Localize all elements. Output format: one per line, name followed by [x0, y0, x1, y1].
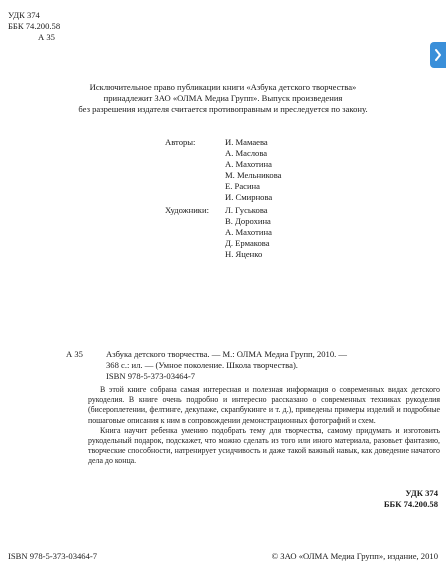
author-name: А. Маслова	[225, 148, 268, 158]
next-page-button[interactable]	[430, 42, 446, 68]
chevron-right-icon	[434, 49, 442, 61]
biblio-description	[106, 349, 347, 382]
rights-line: принадлежит ЗАО «ОЛМА Медиа Групп». Выпуск произведения	[103, 93, 343, 103]
abstract-paragraph: В этой книге собрана самая интересная и полезная информация о современных видах детского рукоделия. В книге очень подробно и интересно рассказано о современных техниках рукоделия (бисероплетении, фелтинге, декупаже, скрапбукинге и т. д.), приведены примеры изделий и подробные пошаговые описания к ним в сопровождении демонстрационных фотографий и схем.	[88, 385, 440, 425]
bbk-code: ББК 74.200.58	[8, 21, 61, 31]
artist-name: В. Дорохина	[225, 216, 271, 226]
biblio-line: Азбука детского творчества. — М.: ОЛМА Медиа Групп, 2010. —	[106, 349, 348, 359]
biblio-isbn: ISBN 978-5-373-03464-7	[106, 371, 196, 381]
copyright: © ЗАО «ОЛМА Медиа Групп», издание, 2010	[271, 551, 438, 561]
artist-name: Д. Ермакова	[225, 238, 270, 248]
udk-code: УДК 374	[8, 10, 40, 20]
isbn-bottom: ISBN 978-5-373-03464-7	[8, 551, 98, 561]
author-name: Е. Расина	[225, 181, 260, 191]
artists-label: Художники:	[165, 205, 209, 215]
author-name: И. Мамаева	[225, 137, 268, 147]
artist-name: Н. Яценко	[225, 249, 263, 259]
author-name: М. Мельникова	[225, 170, 282, 180]
biblio-line: 368 с.: ил. — (Умное поколение. Школа творчества).	[106, 360, 298, 370]
artist-name: А. Махотина	[225, 227, 272, 237]
author-name: А. Махотина	[225, 159, 272, 169]
rights-notice	[0, 82, 446, 115]
author-name: И. Смирнова	[225, 192, 273, 202]
authors-list	[225, 137, 281, 203]
author-mark: А 35	[38, 32, 55, 42]
artist-name: Л. Гуськова	[225, 205, 268, 215]
artists-list	[225, 205, 272, 260]
biblio-mark: А 35	[66, 349, 83, 359]
bbk-code-bottom: ББК 74.200.58	[383, 499, 438, 509]
authors-label: Авторы:	[165, 137, 196, 147]
abstract-paragraph: Книга научит ребенка умению подобрать тему для творчества, самому придумать и изготовить рукодельный подарок, подскажет, что можно сделать из того или иного материала, разовьет фантазию, творческие способности, натренирует усидчивость и даже такой важный навык, как доведение начатого дела до конца.	[88, 425, 440, 466]
rights-line: без разрешения издателя считается противоправным и преследуется по закону.	[78, 104, 368, 114]
abstract	[88, 385, 440, 467]
rights-line: Исключительное право публикации книги «Азбука детского творчества»	[89, 82, 357, 92]
udk-code-bottom: УДК 374	[405, 488, 438, 498]
